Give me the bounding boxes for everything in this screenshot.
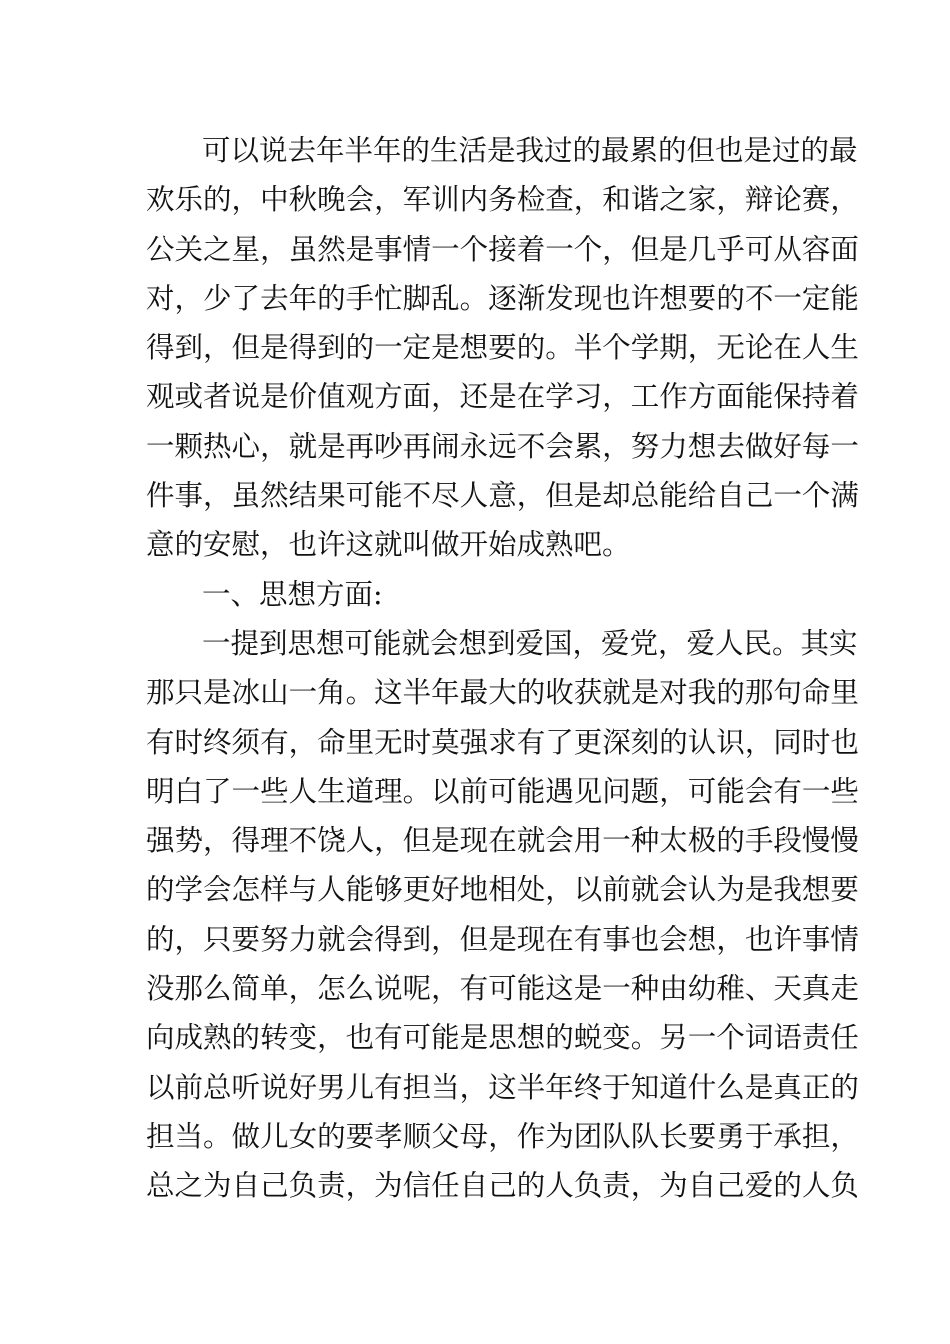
paragraph-line: 对 ， 少 了 去 年 的 手 忙 脚 乱 。 逐 渐 发 现 也 许 想 要 的 不 一 定 能 [146,281,859,315]
paragraph-line: 有 时 终 须 有 ， 命 里 无 时 莫 强 求 有 了 更 深 刻 的 认 识 ， 同 时 也 [146,725,859,759]
paragraph-line: 得 到 ， 但 是 得 到 的 一 定 是 想 要 的 。 半 个 学 期 ， 无 论 在 人 生 [146,331,859,365]
paragraph-line: 件 事 ， 虽 然 结 果 可 能 不 尽 人 意 ， 但 是 却 总 能 给 自 己 一 个 满 [146,479,859,513]
paragraph-line: 总 之 为 自 己 负 责 ， 为 信 任 自 己 的 人 负 责 ， 为 自 己 爱 的 人 负 [146,1169,859,1203]
paragraph-line: 担 当 。 做 儿 女 的 要 孝 顺 父 母 ， 作 为 团 队 队 长 要 勇 于 承 担 ， [146,1119,859,1153]
paragraph-line: 明 白 了 一 些 人 生 道 理 。 以 前 可 能 遇 见 问 题 ， 可 能 会 有 一 些 [146,774,859,808]
paragraph-line: 那 只 是 冰 山 一 角 。 这 半 年 最 大 的 收 获 就 是 对 我 的 那 句 命 里 [146,676,859,710]
paragraph-line: 没 那 么 简 单 ， 怎 么 说 呢 ， 有 可 能 这 是 一 种 由 幼 稚 、 天 真 走 [146,972,859,1006]
paragraph-line: 欢 乐 的 ， 中 秋 晚 会 ， 军 训 内 务 检 查 ， 和 谐 之 家 ， 辩 论 赛 ， [146,183,859,217]
paragraph-line: 的 ， 只 要 努 力 就 会 得 到 ， 但 是 现 在 有 事 也 会 想 ， 也 许 事 情 [146,922,859,956]
paragraph-line: 一提到思想可能就会想到爱国，爱党，爱人民。其实 [202,626,858,660]
paragraph-line: 以 前 总 听 说 好 男 儿 有 担 当 ， 这 半 年 终 于 知 道 什 么 是 真 正 的 [146,1070,859,1104]
paragraph-line: 向 成 熟 的 转 变 ， 也 有 可 能 是 思 想 的 蜕 变 。 另 一 个 词 语 责 任 [146,1021,859,1055]
body-text [146,126,859,1211]
paragraph-line: 可以说去年半年的生活是我过的最累的但也是过的最 [202,134,858,167]
paragraph-line: 观 或 者 说 是 价 值 观 方 面 ， 还 是 在 学 习 ， 工 作 方 面 能 保 持 着 [146,380,859,414]
paragraph-line: 强 势 ， 得 理 不 饶 人 ， 但 是 现 在 就 会 用 一 种 太 极 的 手 段 慢 慢 [146,824,859,858]
paragraph-line: 公 关 之 星 ， 虽 然 是 事 情 一 个 接 着 一 个 ， 但 是 几 乎 可 从 容 面 [146,232,859,266]
section-heading: 一、思想方面: [202,577,383,611]
paragraph-line: 的 学 会 怎 样 与 人 能 够 更 好 地 相 处 ， 以 前 就 会 认 为 是 我 想 要 [146,873,859,907]
paragraph-line: 一 颗 热 心 ， 就 是 再 吵 再 闹 永 远 不 会 累 ， 努 力 想 去 做 好 每 一 [146,429,859,463]
paragraph-line: 意的安慰，也许这就叫做开始成熟吧。 [146,528,631,562]
